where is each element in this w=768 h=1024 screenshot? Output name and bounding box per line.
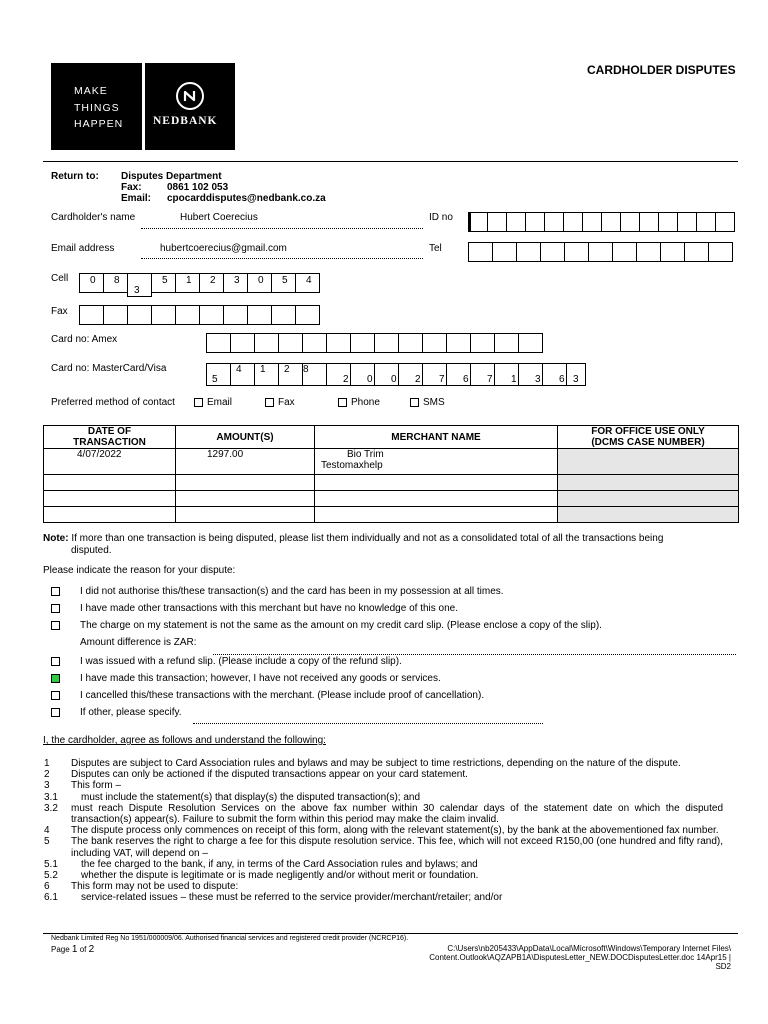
cell-boxes[interactable] [79,273,320,297]
header-date [44,426,176,449]
cell-digit-box[interactable] [127,273,152,297]
cardholder-name-label: Cardholder's name [51,212,136,223]
amex-box[interactable] [278,333,303,353]
row-date[interactable] [44,449,176,475]
table-row [44,475,739,491]
term-text: must reach Dispute Resolution Services on the above fax number within 30 calendar days of the statement date on which the disputed transaction(s) appear(s). Failure to submit the form within this period may make the claim invalid. [71,802,723,826]
cardholder-name-value[interactable]: Hubert Coerecius [180,212,258,223]
card-digit: 3 [573,374,579,385]
tel-box[interactable] [588,242,613,262]
cell-digit: 1 [186,275,192,286]
other-reason-line[interactable] [193,723,543,724]
row-date[interactable] [44,507,176,523]
cell-digit-box[interactable] [247,273,272,293]
term-item [43,881,723,892]
card-digit: 3 [535,374,541,385]
fax-box[interactable] [223,305,248,325]
card-digit-box[interactable] [542,363,567,386]
cell-digit: 2 [210,275,216,286]
footer-divider [43,933,738,934]
return-email-value: cpocarddisputes@nedbank.co.za [167,193,326,204]
checkbox-icon[interactable] [51,621,60,630]
amex-box[interactable] [398,333,423,353]
card-digit-box[interactable] [302,363,327,386]
note-continued: disputed. [71,545,112,556]
tel-box[interactable] [492,242,517,262]
return-fax-label: Fax: [121,182,142,193]
row-merchant-line: Bio Trim [347,449,384,460]
card-digit-box[interactable] [422,363,447,386]
id-box[interactable] [544,212,564,232]
terms-list [43,758,723,904]
reasons-intro: Please indicate the reason for your dispute: [43,565,236,576]
page-label: Page [51,945,70,954]
cell-digit-box[interactable] [223,273,248,293]
id-box[interactable] [506,212,526,232]
card-digit: 0 [391,374,397,385]
fax-box[interactable] [247,305,272,325]
contact-method-label: Preferred method of contact [51,397,175,408]
amex-label: Card no: Amex [51,334,118,345]
cell-digit: 5 [162,275,168,286]
nedbank-emblem-icon [176,82,204,110]
row-office-use [558,507,739,523]
card-digit: 5 [212,374,218,385]
term-item [43,758,723,769]
term-item [43,859,723,870]
mastercard-visa-boxes[interactable] [206,363,586,386]
agreement-heading: I, the cardholder, agree as follows and understand the following: [43,735,326,746]
cell-digit: 0 [258,275,264,286]
term-text: This form – [71,780,122,792]
id-box[interactable] [715,212,735,232]
reason-text: I was issued with a refund slip. (Please include a copy of the refund slip). [80,656,402,667]
tel-box[interactable] [636,242,661,262]
card-digit: 4 [236,364,242,375]
card-digit: 1 [260,364,266,375]
tel-box[interactable] [684,242,709,262]
card-digit-box[interactable] [374,363,399,386]
card-digit: 2 [343,374,349,385]
term-number: 5.1 [44,858,58,870]
fax-boxes[interactable] [79,305,320,325]
row-merchant[interactable] [315,491,558,507]
return-fax-value: 0861 102 053 [167,182,229,193]
tel-boxes[interactable] [468,242,733,262]
fax-label: Fax [51,306,68,317]
cell-digit: 8 [114,275,120,286]
header-office-line: FOR OFFICE USE ONLY [591,426,705,437]
tagline-line: MAKE [74,85,108,97]
footer-registration: Nedbank Limited Reg No 1951/000009/06. Authorised financial services and registered credit provider (NCRCP16). [51,935,409,942]
table-row [44,507,739,523]
amex-box[interactable] [254,333,279,353]
term-item [43,836,723,858]
term-text: whether the dispute is legitimate or is made negligently and/or without merit or foundation. [81,870,479,882]
tel-box[interactable] [612,242,637,262]
checkbox-icon[interactable] [265,398,274,407]
reason-text: I have made this transaction; however, I have not received any goods or services. [80,673,441,684]
contact-option-label: Fax [278,397,295,408]
card-digit: 6 [559,374,565,385]
term-number: 1 [44,758,50,769]
id-box[interactable] [601,212,621,232]
amex-box[interactable] [230,333,255,353]
tagline-line: HAPPEN [74,118,124,130]
term-number: 3.1 [44,791,58,803]
cell-label: Cell [51,273,69,284]
amex-box[interactable] [422,333,447,353]
id-boxes[interactable] [468,212,735,232]
row-amount[interactable] [176,491,315,507]
id-box[interactable] [658,212,678,232]
reason-text: I have made other transactions with this merchant but have no knowledge of this one. [80,603,458,614]
id-box[interactable] [563,212,583,232]
term-text: must include the statement(s) that display(s) the disputed transaction(s); and [81,791,421,803]
note-text: If more than one transaction is being disputed, please list them individually and not as a consolidated total of all the transactions being [71,533,664,544]
cell-digit-box[interactable] [151,273,176,293]
id-box[interactable] [582,212,602,232]
row-office-use [558,491,739,507]
amex-box[interactable] [518,333,543,353]
amount-difference-line[interactable] [213,654,736,655]
checkbox-icon[interactable] [51,604,60,613]
term-number: 6 [44,881,50,893]
card-digit: 0 [367,374,373,385]
table-row [44,449,739,475]
tel-box[interactable] [708,242,733,262]
email-line [141,258,423,259]
row-amount[interactable] [176,475,315,491]
header-divider [43,161,738,162]
tel-box[interactable] [516,242,541,262]
card-digit: 8 [303,364,309,375]
term-text: Disputes are subject to Card Association rules and bylaws and may be subject to time restrictions, depending on the nature of the dispute. [71,758,681,769]
email-label: Email address [51,243,115,254]
amount-difference-label: Amount difference is ZAR: [80,637,197,648]
card-digit-box[interactable] [470,363,495,386]
term-text: The bank reserves the right to charge a fee for this dispute resolution service. This fee, which will not exceed R150,00 (one hundred and fifty rand), including VAT, will depend on – [71,836,723,859]
row-amount[interactable] [176,449,315,475]
footer-file-path [429,944,731,971]
checkbox-icon[interactable] [51,691,60,700]
id-box[interactable] [696,212,716,232]
header-date-line: TRANSACTION [73,437,146,448]
row-date[interactable] [44,475,176,491]
fax-box[interactable] [127,305,152,325]
fax-box[interactable] [103,305,128,325]
row-merchant[interactable] [315,449,558,475]
tel-box[interactable] [660,242,685,262]
fax-box[interactable] [175,305,200,325]
header-date-line: DATE OF [87,426,132,437]
term-text: Disputes can only be actioned if the disputed transactions appear on your card statement. [71,769,468,781]
tel-label: Tel [429,243,442,254]
mastercard-visa-label: Card no: MasterCard/Visa [51,363,167,374]
card-digit-box[interactable] [518,363,543,386]
contact-option-email[interactable] [194,397,232,408]
amex-box[interactable] [206,333,231,353]
header-amount: AMOUNT(S) [176,426,315,449]
cell-digit-box[interactable] [175,273,200,293]
fax-box[interactable] [271,305,296,325]
tel-box[interactable] [564,242,589,262]
logo-tagline-block [51,63,142,150]
fax-box[interactable] [295,305,320,325]
term-item [43,892,723,903]
card-digit-box[interactable] [446,363,471,386]
row-merchant-line: Testomaxhelp [321,460,383,471]
email-value[interactable]: hubertcoerecius@gmail.com [160,243,287,254]
term-number: 4 [44,825,50,837]
term-number: 3.2 [44,802,58,814]
contact-option-sms[interactable] [410,397,445,408]
note-label: Note: [43,533,69,544]
card-digit: 2 [284,364,290,375]
contact-option-phone[interactable] [338,397,380,408]
cell-digit: 4 [306,275,312,286]
header-merchant: MERCHANT NAME [315,426,558,449]
page-of: of [79,945,87,954]
id-box[interactable] [468,212,488,232]
amex-box[interactable] [302,333,327,353]
term-item [43,780,723,791]
cell-digit: 3 [234,275,240,286]
row-merchant[interactable] [315,475,558,491]
amex-box[interactable] [350,333,375,353]
row-office-use [558,449,739,475]
cell-digit: 0 [90,275,96,286]
card-digit: 6 [463,374,469,385]
table-header-row [44,426,739,449]
reason-text: I did not authorise this/these transaction(s) and the card has been in my possession at all times. [80,586,504,597]
term-item [43,803,723,825]
reason-text: If other, please specify. [80,707,182,718]
cell-digit: 5 [282,275,288,286]
header-office-use [558,426,739,449]
checked-checkbox-icon[interactable] [51,674,60,683]
amex-box[interactable] [494,333,519,353]
contact-option-label: Email [207,397,233,408]
term-number: 2 [44,769,50,781]
id-box[interactable] [677,212,697,232]
page-title: CARDHOLDER DISPUTES [587,63,736,77]
card-digit-box[interactable] [566,363,586,386]
term-number: 3 [44,780,50,792]
checkbox-icon[interactable] [338,398,347,407]
id-box[interactable] [639,212,659,232]
page-total: 2 [88,944,95,955]
logo-tagline [74,83,123,133]
card-digit: 1 [511,374,517,385]
row-office-use [558,475,739,491]
fax-box[interactable] [199,305,224,325]
row-amount-text: 1297.00 [207,449,244,460]
table-row [44,491,739,507]
amex-box[interactable] [470,333,495,353]
tel-box[interactable] [540,242,565,262]
card-digit-box[interactable] [230,363,255,386]
term-text: The dispute process only commences on receipt of this form, along with the relevant statement(s), by the bank at the abovementioned fax number. [71,825,719,837]
card-digit: 7 [487,374,493,385]
note [43,533,733,544]
cell-digit: 3 [134,285,140,296]
amex-box[interactable] [326,333,351,353]
file-path-line: Content.Outlook\AQZAPB1A\DisputesLetter_NEW.DOCDisputesLetter.doc 14Apr15 | [429,953,731,962]
card-digit-box[interactable] [494,363,519,386]
contact-option-label: Phone [351,397,380,408]
logo-wordmark: NEDBANK [153,115,218,127]
page-number: 1 [71,944,78,955]
amex-boxes[interactable] [206,333,543,353]
row-amount[interactable] [176,507,315,523]
reason-text: I cancelled this/these transactions with the merchant. (Please include proof of cancellation). [80,690,485,701]
term-text: the fee charged to the bank, if any, in terms of the Card Association rules and bylaws; and [81,858,478,870]
return-email-label: Email: [121,193,152,204]
term-item [43,870,723,881]
header-office-line: (DCMS CASE NUMBER) [591,437,705,448]
card-digit: 7 [439,374,445,385]
contact-option-label: SMS [423,397,445,408]
nedbank-logo [145,63,235,150]
card-digit-box[interactable] [350,363,375,386]
card-digit-box[interactable] [326,363,351,386]
cell-digit-box[interactable] [79,273,104,293]
cardholder-name-line [141,228,423,229]
term-number: 5 [44,836,50,848]
card-digit: 2 [415,374,421,385]
id-label: ID no [429,212,453,223]
cell-digit-box[interactable] [271,273,296,293]
checkbox-icon[interactable] [51,587,60,596]
checkbox-icon[interactable] [51,708,60,717]
card-digit-box[interactable] [278,363,303,386]
row-date[interactable] [44,491,176,507]
transaction-table [43,425,739,523]
reason-text: The charge on my statement is not the same as the amount on my credit card slip. (Please enclose a copy of the slip). [80,620,602,631]
fax-box[interactable] [151,305,176,325]
tel-box[interactable] [468,242,493,262]
id-box[interactable] [525,212,545,232]
row-date-text: 4/07/2022 [77,449,122,460]
page-counter [51,944,94,955]
checkbox-icon[interactable] [410,398,419,407]
id-box[interactable] [487,212,507,232]
term-item [43,825,723,836]
return-to-label: Return to: [51,171,99,182]
card-digit-box[interactable] [254,363,279,386]
file-path-line: SD2 [715,962,731,971]
term-number: 5.2 [44,870,58,882]
id-box[interactable] [620,212,640,232]
amex-box[interactable] [446,333,471,353]
cell-digit-box[interactable] [295,273,320,293]
contact-option-fax[interactable] [265,397,295,408]
cell-digit-box[interactable] [199,273,224,293]
term-item [43,792,723,803]
file-path-line: C:\Users\nb205433\AppData\Local\Microsoft\Windows\Temporary Internet Files\ [447,944,731,953]
term-text: This form may not be used to dispute: [71,881,239,893]
row-merchant[interactable] [315,507,558,523]
term-item [43,769,723,780]
amex-box[interactable] [374,333,399,353]
card-digit-box[interactable] [206,363,231,386]
fax-box[interactable] [79,305,104,325]
checkbox-icon[interactable] [51,657,60,666]
cell-digit-box[interactable] [103,273,128,293]
term-number: 6.1 [44,892,58,904]
checkbox-icon[interactable] [194,398,203,407]
term-text: service-related issues – these must be referred to the service provider/merchant/retailer; and/or [81,892,503,904]
tagline-line: THINGS [74,101,120,114]
return-department: Disputes Department [121,171,222,182]
card-digit-box[interactable] [398,363,423,386]
